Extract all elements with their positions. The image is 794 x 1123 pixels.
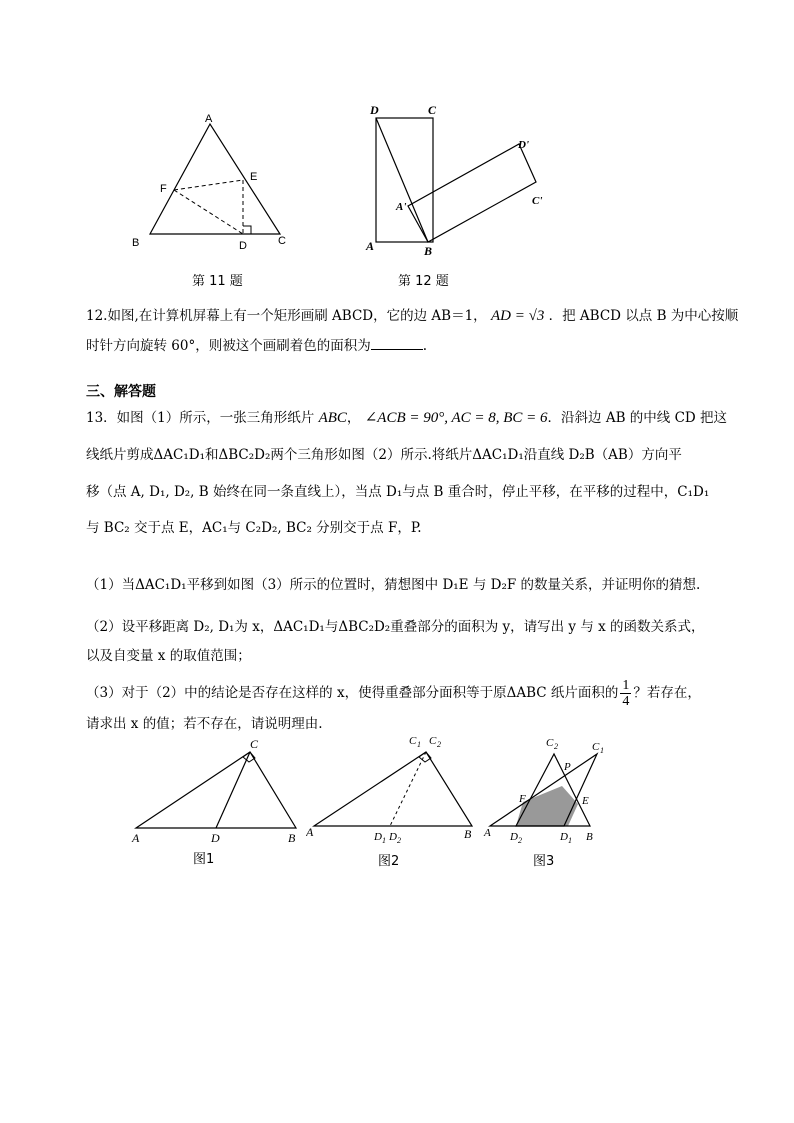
q13-part-2-line-2: 以及自变量 x 的取值范围； <box>86 648 251 664</box>
figure-1-caption: 图1 <box>193 852 215 867</box>
figure-2-caption: 图2 <box>378 854 400 869</box>
figure-3 <box>482 728 622 848</box>
svg-text:2: 2 <box>554 742 558 751</box>
figure-12-caption: 第 12 题 <box>398 274 449 289</box>
svg-text:C: C <box>428 103 437 117</box>
q13-part-3-line-2: 请求出 x 的值；若不存在，请说明理由. <box>86 716 323 732</box>
q12-text-d: . <box>422 338 428 354</box>
svg-text:B: B <box>464 827 472 841</box>
q12-line-1 <box>86 306 738 326</box>
svg-text:D: D <box>560 831 568 843</box>
svg-text:B: B <box>132 237 140 249</box>
figure-11-caption: 第 11 题 <box>192 274 243 289</box>
svg-text:C': C' <box>532 195 543 207</box>
q12-text-a: 12.如图,在计算机屏幕上有一个矩形画刷 ABCD，它的边 AB＝1， <box>86 308 487 324</box>
svg-text:A: A <box>484 827 491 839</box>
svg-text:D': D' <box>518 139 529 151</box>
svg-text:F: F <box>160 183 167 195</box>
figure-12 <box>360 98 550 260</box>
fraction-denominator: 4 <box>622 694 630 709</box>
q13-math-abc: ABC <box>318 410 347 426</box>
svg-text:1: 1 <box>417 740 421 749</box>
svg-text:1: 1 <box>382 836 386 845</box>
svg-text:A: A <box>306 825 314 839</box>
figure-3-caption: 图3 <box>533 854 555 869</box>
figure-2 <box>306 730 482 848</box>
svg-text:F: F <box>519 793 526 805</box>
q13-text-c: ．沿斜边 AB 的中线 CD 把这 <box>547 410 728 426</box>
fraction-numerator: 1 <box>622 678 630 693</box>
q13-line-4: 与 BC₂ 交于点 E，AC₁与 C₂D₂, BC₂ 分别交于点 F，P. <box>86 520 422 536</box>
svg-text:1: 1 <box>600 746 604 755</box>
svg-text:B: B <box>424 244 433 258</box>
svg-text:A: A <box>366 239 375 253</box>
q13-text-b: ， <box>346 410 361 426</box>
q12-text-c: 时针方向旋转 60°，则被这个画刷着色的面积为 <box>86 338 371 354</box>
q13-line-3: 移（点 A, D₁, D₂, B 始终在同一条直线上），当点 D₁与点 B 重合时，停止平移，在平移的过程中，C₁D₁ <box>86 484 710 500</box>
svg-text:D: D <box>389 831 397 843</box>
q13-part-2-line-1: （2）设平移距离 D₂, D₁为 x，ΔAC₁D₁与ΔBC₂D₂重叠部分的面积为 y，请写出 y 与 x 的函数关系式， <box>86 619 705 635</box>
svg-text:D: D <box>211 831 220 845</box>
svg-text:2: 2 <box>518 836 522 845</box>
q12-text-b: ．把 ABCD 以点 B 为中心按顺 <box>548 308 739 324</box>
q13-part-3-end: ？若存在， <box>633 685 701 701</box>
q12-math: AD = √3 <box>490 308 545 324</box>
q13-part-3-line-1 <box>86 678 701 709</box>
svg-text:C: C <box>429 735 437 747</box>
fraction-one-quarter <box>620 678 631 709</box>
svg-text:2: 2 <box>397 836 401 845</box>
svg-text:A: A <box>205 113 213 125</box>
svg-text:C: C <box>250 737 259 751</box>
svg-text:A: A <box>132 831 140 845</box>
figure-11 <box>128 108 298 250</box>
svg-text:D: D <box>370 103 379 117</box>
answer-blank <box>371 337 423 350</box>
svg-text:B: B <box>586 831 593 843</box>
svg-text:D: D <box>374 831 382 843</box>
q13-part-3-text: （3）对于（2）中的结论是否存在这样的 x，使得重叠部分面积等于原ΔABC 纸片面积的 <box>86 685 619 701</box>
q13-line-2: 线纸片剪成ΔAC₁D₁和ΔBC₂D₂两个三角形如图（2）所示.将纸片ΔAC₁D₁沿直线 D₂B（AB）方向平 <box>86 447 682 463</box>
svg-text:C: C <box>409 735 417 747</box>
svg-text:1: 1 <box>568 836 572 845</box>
svg-text:E: E <box>250 171 258 183</box>
svg-text:A': A' <box>396 201 407 213</box>
svg-text:E: E <box>582 795 589 807</box>
q13-part-1: （1）当ΔAC₁D₁平移到如图（3）所示的位置时，猜想图中 D₁E 与 D₂F 的数量关系，并证明你的猜想. <box>86 577 701 593</box>
q12-line-2 <box>86 336 427 356</box>
q13-line-1 <box>86 408 727 428</box>
q13-math-conditions: ∠ACB = 90°, AC = 8, BC = 6 <box>364 410 548 426</box>
svg-text:C: C <box>278 235 286 247</box>
svg-text:D: D <box>239 240 247 250</box>
section-title: 三、解答题 <box>86 384 156 400</box>
svg-text:C: C <box>546 737 554 749</box>
svg-text:2: 2 <box>437 740 441 749</box>
svg-text:P: P <box>564 761 571 773</box>
svg-text:C: C <box>592 741 600 753</box>
figure-1 <box>128 736 308 846</box>
q13-text-a: 13．如图（1）所示，一张三角形纸片 <box>86 410 315 426</box>
svg-text:D: D <box>510 831 518 843</box>
svg-text:B: B <box>288 831 296 845</box>
